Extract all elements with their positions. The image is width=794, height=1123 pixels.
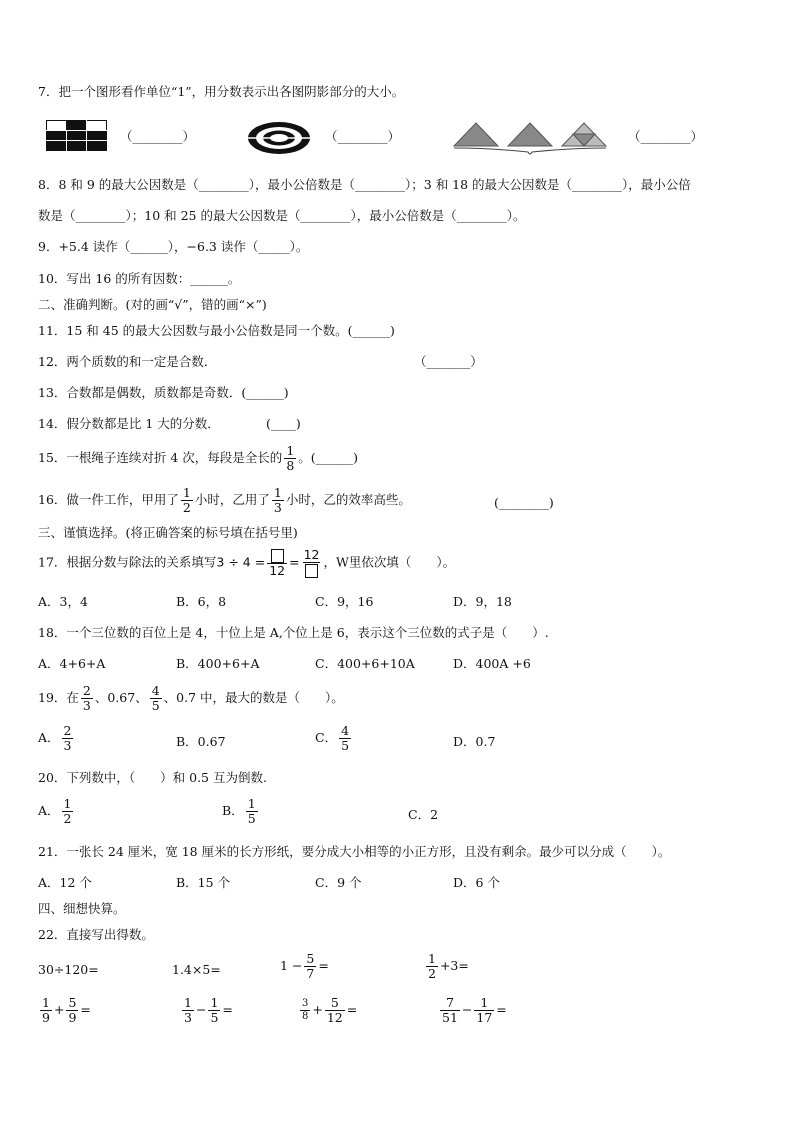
q18-option-b[interactable]: B．400+6+A (176, 656, 260, 671)
q14-answer[interactable]: (____) (266, 416, 301, 431)
q19-option-d[interactable]: D．0.7 (453, 734, 496, 749)
q17-fraction-2 (302, 548, 322, 578)
q19-fraction-2 (150, 684, 162, 713)
q19-fraction-1 (81, 684, 93, 713)
expr-6-num-1: 1 (184, 995, 192, 1010)
q17-box-1[interactable] (269, 548, 286, 563)
expr-2: 1.4×5= (172, 962, 221, 977)
expr-6-fraction-1 (182, 996, 194, 1025)
grid-figure (46, 120, 108, 152)
q18-option-d[interactable]: D．400A +6 (453, 656, 531, 671)
expr-8-fraction-1 (440, 996, 460, 1025)
section-3-heading: 三、谨慎选择。(将正确答案的标号填在括号里) (38, 525, 298, 540)
q14-text: 14．假分数都是比 1 大的分数． (38, 416, 220, 431)
q17-option-d[interactable]: D．9，18 (453, 594, 512, 609)
q20-option-a-num: 1 (63, 796, 72, 811)
q19-text-a: 19．在 (38, 690, 79, 705)
expr-1: 30÷120= (38, 962, 99, 977)
expr-6-op: − (195, 1002, 207, 1017)
expr-8-den-1: 51 (442, 1010, 458, 1025)
q20-option-b-den: 5 (247, 811, 256, 826)
q19-line (38, 684, 344, 713)
q17-fraction-1 (267, 548, 287, 578)
q18-text: 18．一个三位数的百位上是 4，十位上是 A,个位上是 6，表示这个三位数的式子是（ ）. (38, 625, 549, 640)
expr-5-den-1: 9 (42, 1010, 50, 1025)
q20-option-a-den: 2 (63, 811, 72, 826)
expr-5-den-2: 9 (68, 1010, 77, 1025)
q7-answer-3[interactable]: （________） (628, 129, 704, 144)
expr-6-fraction-2 (208, 996, 220, 1025)
q19-option-c-den: 5 (341, 738, 350, 753)
q19-option-b[interactable]: B．0.67 (176, 734, 226, 749)
expr-7-num-1: 3 (302, 998, 309, 1009)
q15-text-b: 。(______) (298, 450, 359, 465)
expr-3-eq: = (318, 958, 329, 973)
expr-7-eq: = (346, 1002, 358, 1017)
q21-text: 21．一张长 24 厘米，宽 18 厘米的长方形纸，要分成大小相等的小正方形，且没有剩余。最少可以分成（ ）。 (38, 844, 671, 859)
q20-option-b[interactable] (222, 797, 260, 826)
q19-option-c-label: C． (315, 730, 338, 745)
q15-num: 1 (286, 443, 295, 458)
q8-line2: 数是（________）；10 和 25 的最大公因数是（________），最小公倍数是（________）。 (38, 208, 526, 223)
q20-option-c[interactable]: C．2 (408, 807, 439, 822)
q11-text: 11．15 和 45 的最大公因数与最小公倍数是同一个数。(______) (38, 323, 395, 338)
expr-3-lead: 1 − (280, 958, 303, 973)
q19-option-a-num: 2 (63, 723, 72, 738)
q19-num-2: 4 (151, 683, 160, 698)
q22-text: 22．直接写出得数。 (38, 927, 154, 942)
expr-5-num-1: 1 (42, 995, 50, 1010)
q7-answer-2[interactable]: （________） (325, 129, 401, 144)
expr-7-den-1: 8 (302, 1011, 309, 1022)
expr-7 (298, 996, 357, 1025)
q19-den-1: 3 (82, 698, 91, 713)
q16-num-1: 1 (182, 485, 191, 500)
q21-option-d[interactable]: D．6 个 (453, 875, 500, 890)
q17-line (38, 548, 455, 578)
q20-option-b-num: 1 (247, 796, 256, 811)
q21-option-c[interactable]: C．9 个 (315, 875, 362, 890)
q9-text: 9．+5.4 读作（______），−6.3 读作（_____）。 (38, 239, 309, 254)
q18-option-c[interactable]: C．400+6+10A (315, 656, 415, 671)
expr-6-den-2: 5 (210, 1010, 219, 1025)
q16-text-b: 小时，乙用了 (194, 492, 270, 507)
q20-option-b-fraction (246, 797, 258, 826)
expr-6-den-1: 3 (184, 1010, 192, 1025)
triangles-figure (450, 118, 616, 160)
expr-8-eq: = (496, 1002, 507, 1017)
expr-7-den-2: 12 (326, 1010, 343, 1025)
expr-8 (438, 996, 507, 1025)
q17-num-2: 12 (303, 547, 320, 562)
q17-option-c[interactable]: C．9，16 (315, 594, 374, 609)
q17-eq1: 3 ÷ 4 = (216, 554, 266, 570)
expr-5-eq: = (80, 1002, 91, 1017)
section-4-heading: 四、细想快算。 (38, 901, 126, 916)
q20-option-a[interactable] (38, 797, 75, 826)
expr-8-num-1: 7 (445, 995, 454, 1010)
expr-8-num-2: 1 (480, 995, 489, 1010)
q17-box-2[interactable] (303, 562, 320, 578)
q19-text-b: 、0.67、 (94, 690, 148, 705)
expr-6 (180, 996, 233, 1025)
q19-text-c: 、0.7 中，最大的数是（ ）。 (163, 690, 344, 705)
q19-option-a-fraction (62, 724, 74, 753)
q19-option-c[interactable] (315, 724, 353, 753)
q16-text-a: 16．做一件工作，甲用了 (38, 492, 179, 507)
q17-eq2: = (289, 554, 300, 570)
q15-line (38, 444, 358, 473)
q16-line (38, 486, 411, 515)
expr-5 (38, 996, 91, 1025)
expr-7-op: + (312, 1002, 323, 1017)
q19-option-c-fraction (339, 724, 351, 753)
ring-figure (246, 120, 312, 156)
expr-5-op: + (53, 1002, 65, 1017)
q21-option-b[interactable]: B．15 个 (176, 875, 231, 890)
q18-option-a[interactable]: A．4+6+A (38, 656, 106, 671)
expr-6-eq: = (222, 1002, 233, 1017)
q17-den-1: 12 (269, 562, 286, 578)
q20-option-a-label: A． (38, 803, 60, 818)
expr-4-fraction (426, 952, 438, 981)
q19-num-1: 2 (82, 683, 91, 698)
expr-7-fraction-2 (325, 996, 345, 1025)
q16-fraction-2 (272, 486, 284, 515)
q16-fraction-1 (181, 486, 193, 515)
q8-line1: 8．8 和 9 的最大公因数是（________），最小公倍数是（________）；3 和 18 的最大公因数是（________），最小公倍 (38, 177, 691, 192)
q7-answer-1[interactable]: （________） (120, 129, 196, 144)
expr-4-num: 1 (428, 951, 436, 966)
q20-text: 20．下列数中，（ ）和 0.5 互为倒数. (38, 770, 267, 785)
expr-6-num-2: 1 (210, 995, 219, 1010)
q12-answer[interactable]: （_______） (414, 354, 483, 369)
expr-3-den: 7 (306, 966, 315, 981)
expr-3 (280, 952, 329, 981)
q12-text: 12．两个质数的和一定是合数． (38, 354, 217, 369)
q19-option-a-label: A． (38, 730, 60, 745)
q19-option-c-num: 4 (341, 723, 350, 738)
q10-text: 10．写出 16 的所有因数：______。 (38, 271, 241, 286)
q19-option-a-den: 3 (63, 738, 72, 753)
expr-4-den: 2 (428, 966, 436, 981)
q7-text: 7．把一个图形看作单位“1”，用分数表示出各图阴影部分的大小。 (38, 84, 405, 99)
expr-8-op: − (461, 1002, 473, 1017)
expr-4 (424, 952, 469, 981)
expr-7-num-2: 5 (330, 995, 339, 1010)
expr-5-fraction-1 (40, 996, 52, 1025)
section-2-heading: 二、准确判断。(对的画“√”，错的画“×”) (38, 297, 267, 312)
q13-text: 13．合数都是偶数，质数都是奇数．(______) (38, 385, 289, 400)
q16-num-2: 1 (273, 485, 282, 500)
q16-den-1: 2 (182, 500, 191, 515)
expr-8-den-2: 17 (476, 1010, 493, 1025)
q15-fraction (284, 444, 296, 473)
q15-den: 8 (286, 458, 295, 473)
q20-option-a-fraction (62, 797, 74, 826)
q19-den-2: 5 (151, 698, 160, 713)
expr-5-num-2: 5 (68, 995, 77, 1010)
q21-option-a[interactable]: A．12 个 (38, 875, 92, 890)
q16-text-c: 小时，乙的效率高些。 (285, 492, 411, 507)
q17-text-b: ，W里依次填（ ）。 (323, 554, 456, 570)
expr-3-num: 5 (306, 951, 315, 966)
q16-answer[interactable]: (________) (494, 495, 554, 510)
q16-den-2: 3 (273, 500, 282, 515)
q17-option-a[interactable]: A．3，4 (38, 594, 88, 609)
q17-text-a: 17．根据分数与除法的关系填写 (38, 554, 217, 570)
expr-4-tail: +3= (439, 958, 469, 973)
expr-3-fraction (304, 952, 316, 981)
expr-7-fraction-1 (300, 998, 310, 1023)
q15-text-a: 15．一根绳子连续对折 4 次，每段是全长的 (38, 450, 283, 465)
q19-option-a[interactable] (38, 724, 75, 753)
expr-5-fraction-2 (66, 996, 78, 1025)
q17-option-b[interactable]: B．6，8 (176, 594, 227, 609)
expr-8-fraction-2 (474, 996, 494, 1025)
q20-option-b-label: B． (222, 803, 244, 818)
